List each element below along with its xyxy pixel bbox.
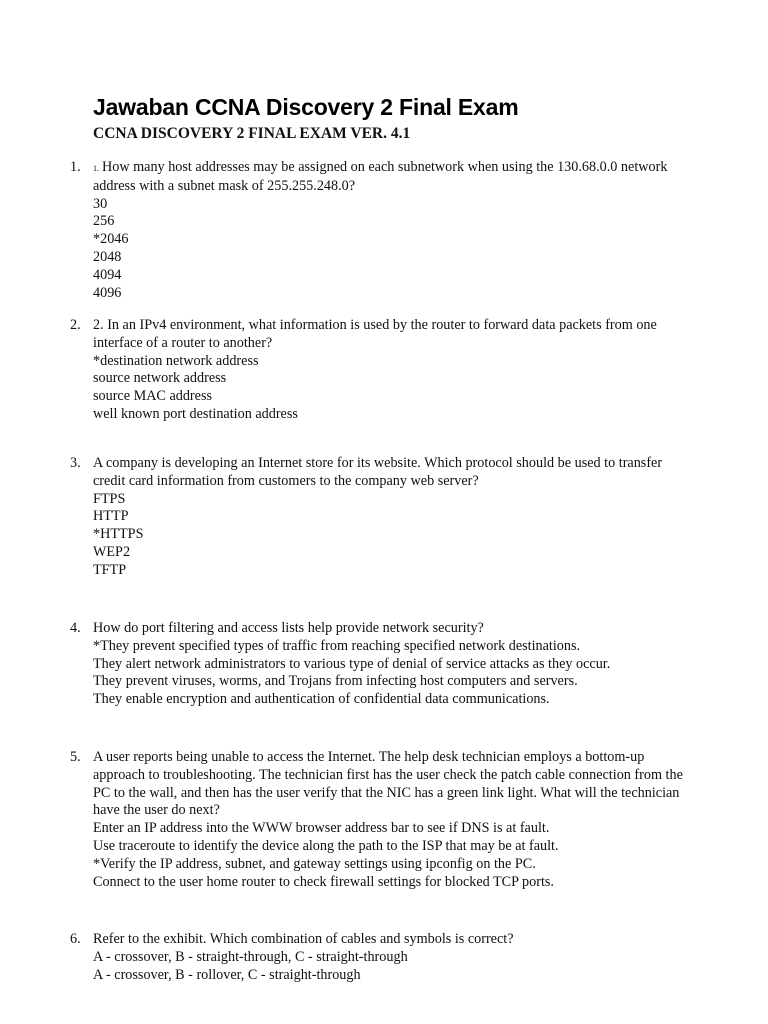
question-body xyxy=(93,749,693,891)
question-prefix: 1. xyxy=(93,164,99,173)
answer-option-correct: *They prevent specified types of traffic from reaching specified network destinations. xyxy=(93,637,581,654)
answer-option: Connect to the user home router to check firewall settings for blocked TCP ports. xyxy=(93,873,554,890)
question-text: How many host addresses may be assigned on each subnetwork when using the 130.68.0.0 network address with a subnet mask of 255.255.248.0? xyxy=(93,159,668,194)
question-body xyxy=(93,317,693,424)
answer-option: Use traceroute to identify the device along the path to the ISP that may be at fault. xyxy=(93,837,559,854)
answer-option: They enable encryption and authentication of confidential data communications. xyxy=(93,691,550,708)
answer-option: Enter an IP address into the WWW browser address bar to see if DNS is at fault. xyxy=(93,820,550,837)
answer-option: 4094 xyxy=(93,266,122,283)
question-body xyxy=(93,159,693,302)
answer-option: A - crossover, B - straight-through, C - straight-through xyxy=(93,948,408,965)
question-body xyxy=(93,455,693,580)
answer-option: source network address xyxy=(93,370,227,387)
question-text: A company is developing an Internet store for its website. Which protocol should be used to transfer credit card information from customers to the company web server? xyxy=(93,455,663,489)
question-number: 2. xyxy=(70,317,81,333)
answer-options xyxy=(93,491,693,580)
question-number: 4. xyxy=(70,620,81,636)
question-text: Refer to the exhibit. Which combination of cables and symbols is correct? xyxy=(93,931,514,947)
page-title: Jawaban CCNA Discovery 2 Final Exam xyxy=(93,94,519,120)
answer-option: HTTP xyxy=(93,508,129,525)
answer-option: WEP2 xyxy=(93,543,131,560)
answer-option: 256 xyxy=(93,213,115,230)
answer-options xyxy=(93,638,693,709)
answer-option: A - crossover, B - rollover, C - straight-through xyxy=(93,966,361,983)
answer-option: 2048 xyxy=(93,248,122,265)
question-text: A user reports being unable to access the Internet. The help desk technician employs a bottom-up approach to troubleshooting. The technician first has the user check the patch cable connection from the PC to the wall, and then has the user verify that the NIC has a green link light. What will the technician have the user do next? xyxy=(93,749,683,819)
answer-option: 30 xyxy=(93,195,108,212)
question-number: 5. xyxy=(70,749,81,765)
question-text-block xyxy=(93,159,693,196)
answer-options xyxy=(93,949,693,985)
question-body xyxy=(93,931,693,984)
page-subtitle: CCNA DISCOVERY 2 FINAL EXAM VER. 4.1 xyxy=(93,125,411,142)
answer-options xyxy=(93,196,693,303)
answer-option-correct: *HTTPS xyxy=(93,526,144,543)
answer-option: They alert network administrators to various type of denial of service attacks as they occur. xyxy=(93,655,611,672)
question-body xyxy=(93,620,693,709)
question-text: How do port filtering and access lists help provide network security? xyxy=(93,620,484,636)
answer-option: FTPS xyxy=(93,490,126,507)
answer-option: well known port destination address xyxy=(93,405,298,422)
answer-option: They prevent viruses, worms, and Trojans from infecting host computers and servers. xyxy=(93,673,578,690)
answer-option-correct: *Verify the IP address, subnet, and gateway settings using ipconfig on the PC. xyxy=(93,855,536,872)
answer-option-correct: *destination network address xyxy=(93,352,259,369)
answer-option: 4096 xyxy=(93,284,122,301)
answer-options xyxy=(93,353,693,424)
question-text: 2. In an IPv4 environment, what information is used by the router to forward data packets from one interface of a router to another? xyxy=(93,317,657,351)
question-number: 1. xyxy=(70,159,81,175)
answer-options xyxy=(93,820,693,891)
answer-option: source MAC address xyxy=(93,388,212,405)
question-number: 6. xyxy=(70,931,81,947)
answer-option-correct: *2046 xyxy=(93,231,129,248)
answer-option: TFTP xyxy=(93,561,127,578)
question-number: 3. xyxy=(70,455,81,471)
